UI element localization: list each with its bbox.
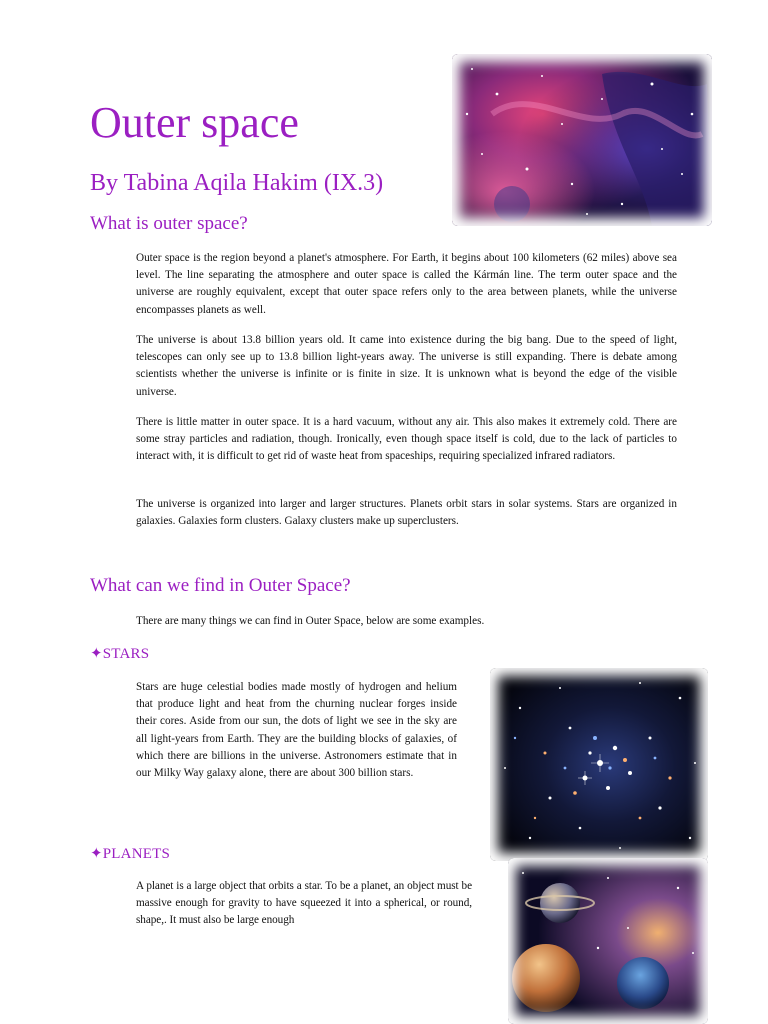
nebula-image: [452, 54, 712, 226]
stars-paragraph: Stars are huge celestial bodies made mostly of hydrogen and helium that produce light and heat from the churning nuclear forges inside their cores. Aside from our sun, the dots of light we see in the sky are all light-years from Earth. They are the building blocks of galaxies, of which there are billions in the universe. Astronomers estimate that in our Milky Way galaxy alone, there are about 300 billion stars.: [136, 681, 457, 780]
planets-paragraph: A planet is a large object that orbits a star. To be a planet, an object must be massive enough for gravity to have squeezed it into a spherical, or round, shape,. It must also be large enough: [136, 880, 472, 927]
paragraph-3: There is little matter in outer space. It is a hard vacuum, without any air. This also makes it extremely cold. There are some stray particles and radiation, though. Ironically, even though space itself is cold, due to the lack of particles to interact with, it is difficult to get rid of waste heat from spaceships, requiring specialized infrared radiators.: [136, 416, 677, 463]
section-heading-what-can-we-find: What can we find in Outer Space?: [90, 575, 351, 596]
author-line: By Tabina Aqila Hakim (IX.3): [90, 170, 384, 196]
paragraph-2: The universe is about 13.8 billion years old. It came into existence during the big bang. Due to the speed of light, telescopes can only see up to 13.8 billion light-years away. The universe is still expanding. There is debate among scientists whether the universe is infinite or is finite in size. It is unknown what is beyond the edge of the visible universe.: [136, 334, 677, 398]
planets-image: [508, 858, 708, 1024]
stars-heading: ✦STARS: [90, 646, 150, 662]
star-cluster-image: [490, 668, 708, 861]
section-heading-what-is: What is outer space?: [90, 213, 248, 234]
section2-intro: There are many things we can find in Outer Space, below are some examples.: [136, 615, 485, 627]
paragraph-1: Outer space is the region beyond a planet's atmosphere. For Earth, it begins about 100 kilometers (62 miles) above sea level. The line separating the atmosphere and outer space is called the Kármán line. The term outer space and the universe are roughly equivalent, except that outer space refers only to the area between planets, while the universe encompasses planets as well.: [136, 252, 677, 316]
paragraph-4: The universe is organized into larger and larger structures. Planets orbit stars in solar systems. Stars are organized in galaxies. Galaxies form clusters. Galaxy clusters make up superclusters.: [136, 498, 677, 528]
planets-heading: ✦PLANETS: [90, 846, 171, 862]
document-title: Outer space: [90, 98, 299, 147]
